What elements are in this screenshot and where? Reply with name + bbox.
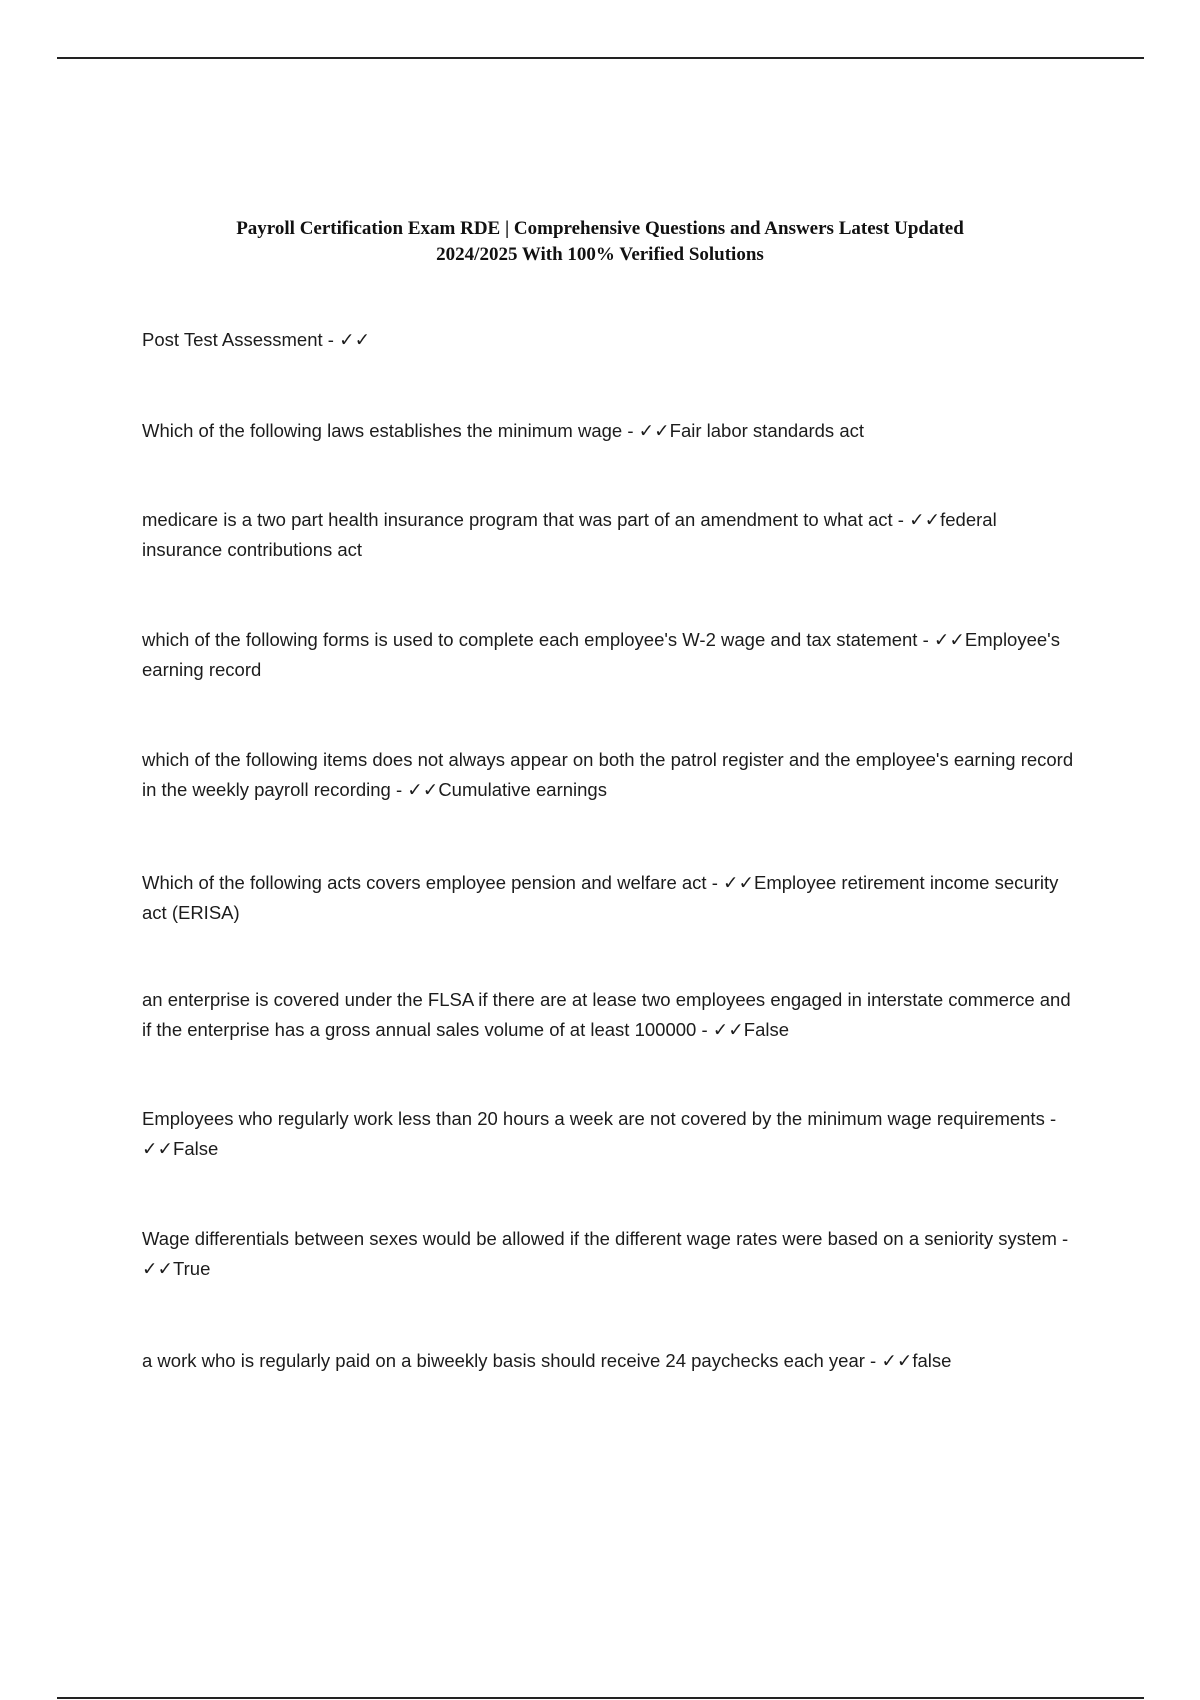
checkmark-icon: ✓✓ (638, 420, 670, 441)
qa-entry (142, 1224, 1082, 1284)
question-text: medicare is a two part health insurance program that was part of an amendment to what act - (142, 509, 910, 530)
question-text: Post Test Assessment - (142, 329, 340, 350)
checkmark-icon: ✓✓ (712, 1019, 744, 1040)
title-line-1: Payroll Certification Exam RDE | Comprehensive Questions and Answers Latest Updated (236, 218, 964, 239)
answer-text: False (173, 1138, 219, 1159)
answer-text: Employee's earning record (142, 629, 1060, 680)
question-text: a work who is regularly paid on a biweekly basis should receive 24 paychecks each year - (142, 1350, 882, 1371)
checkmark-icon: ✓✓ (933, 629, 965, 650)
checkmark-icon: ✓✓ (723, 872, 755, 893)
checkmark-icon: ✓✓ (909, 509, 941, 530)
qa-entry (142, 1346, 1082, 1376)
answer-text: false (912, 1350, 952, 1371)
question-text: an enterprise is covered under the FLSA if there are at lease two employees engaged in interstate commerce and if the enterprise has a gross annual sales volume of at least 100000 - (142, 989, 1071, 1040)
question-text: Which of the following acts covers employee pension and welfare act - (142, 872, 723, 893)
question-text: Wage differentials between sexes would be allowed if the different wage rates were based on a seniority system - (142, 1228, 1069, 1249)
question-text: which of the following items does not always appear on both the patrol register and the employee's earning record in the weekly payroll recording - (142, 749, 1074, 800)
qa-entry (142, 325, 1082, 355)
qa-entry (142, 1104, 1082, 1164)
checkmark-icon: ✓✓ (339, 329, 371, 350)
answer-text: False (743, 1019, 790, 1040)
checkmark-icon: ✓✓ (142, 1138, 174, 1159)
checkmark-icon: ✓✓ (142, 1258, 174, 1279)
qa-entry (142, 868, 1082, 928)
qa-entry (142, 625, 1082, 685)
answer-text: Employee retirement income security act (ERISA) (142, 872, 1059, 923)
answer-text: Cumulative earnings (438, 779, 607, 800)
qa-entry (142, 505, 1082, 565)
title-line-2: 2024/2025 With 100% Verified Solutions (436, 244, 764, 265)
answer-text: federal insurance contributions act (142, 509, 997, 560)
answer-text: Fair labor standards act (669, 420, 864, 441)
qa-entry (142, 985, 1082, 1045)
question-text: Which of the following laws establishes the minimum wage - (142, 420, 639, 441)
question-text: Employees who regularly work less than 20 hours a week are not covered by the minimum wage requirements - (142, 1108, 1057, 1129)
question-text: which of the following forms is used to complete each employee's W-2 wage and tax statement - (142, 629, 934, 650)
document-title (150, 216, 1050, 268)
answer-text: True (173, 1258, 211, 1279)
bottom-rule (57, 1697, 1144, 1699)
qa-entry (142, 745, 1082, 805)
qa-entry (142, 416, 1082, 446)
top-rule (57, 57, 1144, 59)
checkmark-icon: ✓✓ (407, 779, 439, 800)
checkmark-icon: ✓✓ (881, 1350, 913, 1371)
